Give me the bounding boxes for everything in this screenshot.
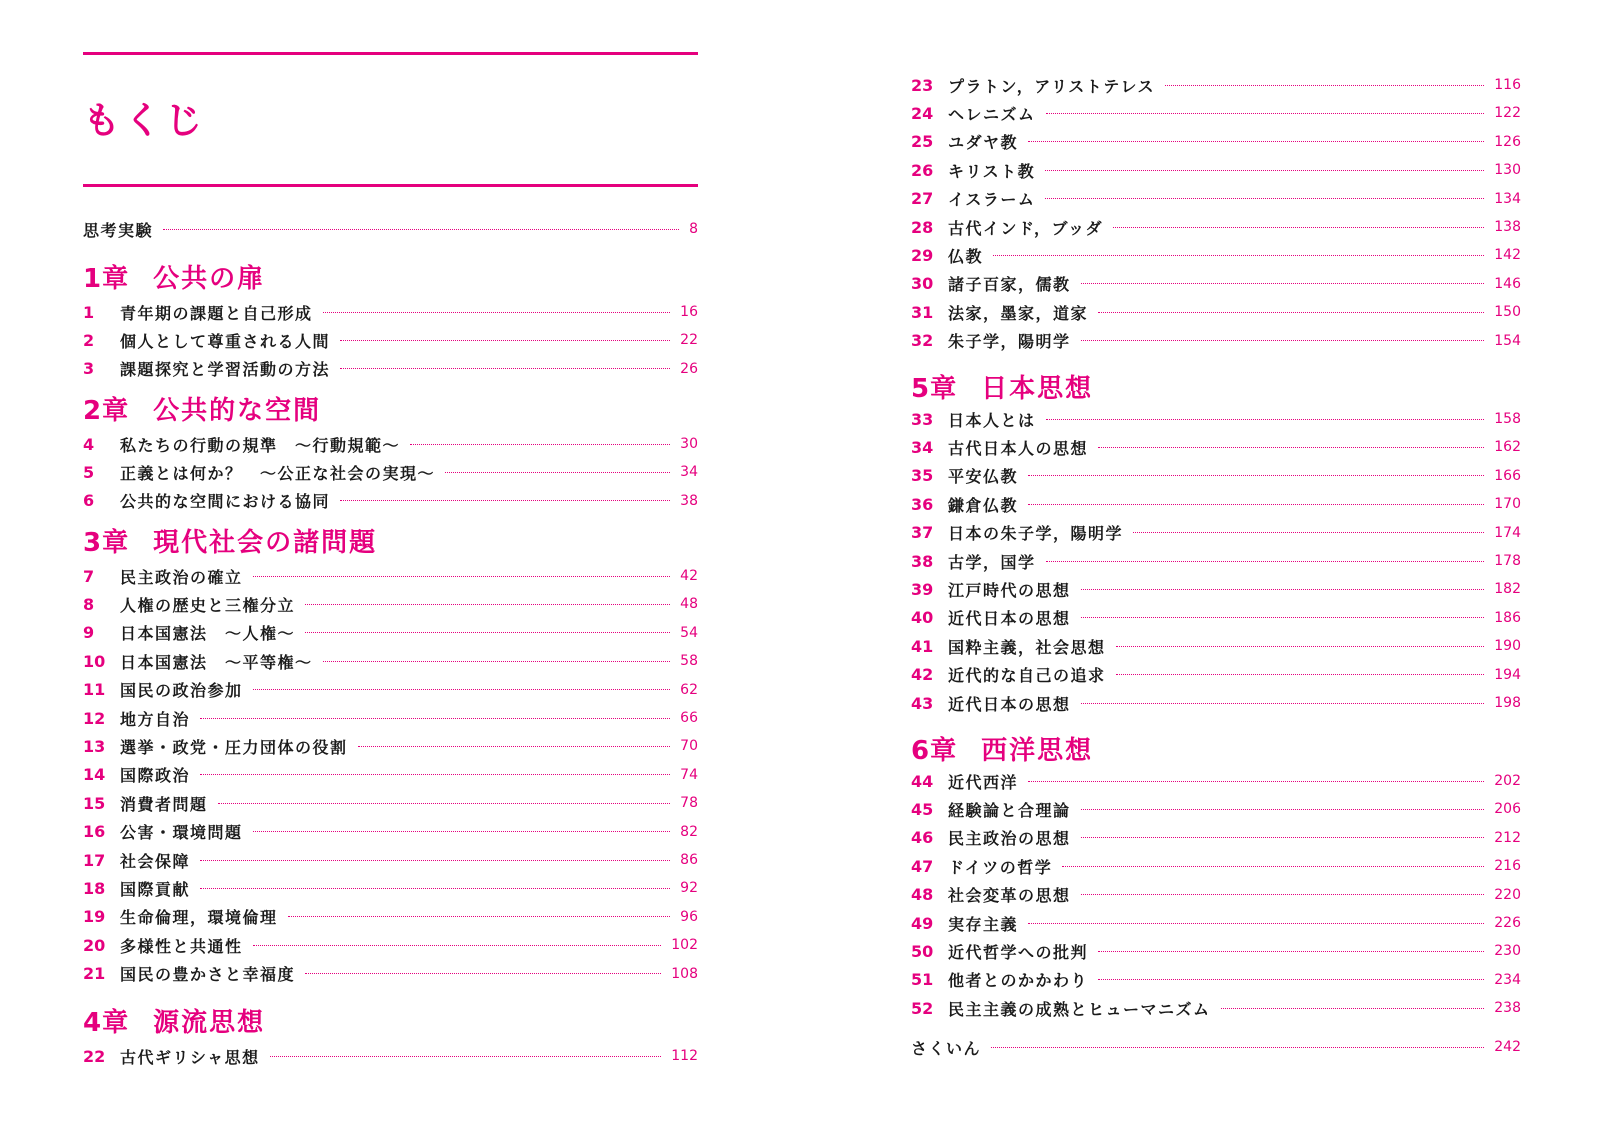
dotted-leader bbox=[1098, 312, 1484, 313]
toc-entry[interactable] bbox=[83, 649, 698, 673]
entry-title: 実存主義 bbox=[948, 914, 1019, 934]
entry-title: 民主主義の成熟とヒューマニズム bbox=[948, 999, 1211, 1019]
toc-entry[interactable] bbox=[83, 848, 698, 872]
entry-number: 41 bbox=[911, 636, 934, 656]
dotted-leader bbox=[253, 576, 671, 577]
toc-entry[interactable] bbox=[83, 1044, 698, 1068]
entry-title: 近代的な自己の追求 bbox=[948, 666, 1106, 686]
page-number: 158 bbox=[1494, 411, 1521, 427]
dotted-leader bbox=[1081, 809, 1485, 810]
page-number: 226 bbox=[1494, 915, 1521, 931]
dotted-leader bbox=[305, 632, 670, 633]
page-number: 78 bbox=[680, 795, 698, 812]
entry-number: 35 bbox=[911, 466, 934, 486]
toc-entry[interactable] bbox=[911, 663, 1521, 687]
page-number: 242 bbox=[1494, 1039, 1521, 1055]
toc-entry[interactable] bbox=[911, 435, 1521, 459]
dotted-leader bbox=[270, 1056, 662, 1057]
page-number: 166 bbox=[1494, 467, 1521, 484]
entry-number: 43 bbox=[911, 693, 934, 713]
dotted-leader bbox=[1028, 475, 1484, 476]
entry-title: 経験論と合理論 bbox=[948, 800, 1071, 820]
entry-number: 40 bbox=[911, 608, 934, 628]
toc-entry[interactable] bbox=[911, 272, 1521, 296]
entry-number: 3 bbox=[83, 359, 95, 379]
entry-title: 日本人とは bbox=[948, 410, 1036, 430]
toc-entry[interactable] bbox=[83, 300, 698, 324]
toc-entry[interactable] bbox=[911, 73, 1521, 97]
entry-title: 正義とは何か？ ～公正な社会の実現～ bbox=[120, 463, 436, 483]
entry-title: 公共的な空間における協同 bbox=[120, 492, 331, 512]
page-number: 108 bbox=[671, 965, 698, 982]
entry-title: 国際貢献 bbox=[120, 879, 191, 899]
toc-entry[interactable] bbox=[911, 769, 1521, 793]
entry-title: 国民の政治参加 bbox=[120, 681, 243, 701]
entry-number: 50 bbox=[911, 941, 934, 961]
entry-number: 29 bbox=[911, 245, 934, 265]
chapter-label: 1章 bbox=[83, 263, 130, 294]
toc-entry[interactable] bbox=[911, 215, 1521, 239]
entry-number: 5 bbox=[83, 462, 95, 482]
page-number: 174 bbox=[1494, 524, 1521, 541]
toc-entry[interactable] bbox=[911, 492, 1521, 516]
dotted-leader bbox=[305, 973, 661, 974]
toc-entry[interactable] bbox=[911, 549, 1521, 573]
entry-title: 他者とのかかわり bbox=[948, 971, 1089, 991]
dotted-leader bbox=[1081, 837, 1485, 838]
toc-entry[interactable] bbox=[911, 691, 1521, 715]
page-number: 238 bbox=[1494, 1000, 1521, 1017]
dotted-leader bbox=[1045, 170, 1484, 171]
entry-title: 多様性と共通性 bbox=[120, 936, 243, 956]
entry-number: 9 bbox=[83, 623, 95, 643]
entry-number: 47 bbox=[911, 856, 934, 876]
chapter-label: 3章 bbox=[83, 527, 130, 558]
dotted-leader bbox=[1098, 979, 1484, 980]
chapter-title: 西洋思想 bbox=[981, 735, 1094, 766]
page-number: 234 bbox=[1494, 971, 1521, 988]
dotted-leader bbox=[1081, 703, 1485, 704]
entry-title: 選挙・政党・圧力団体の役割 bbox=[120, 737, 348, 757]
page-number: 212 bbox=[1494, 829, 1521, 846]
page-number: 216 bbox=[1494, 858, 1521, 875]
entry-number: 44 bbox=[911, 771, 934, 791]
entry-number: 19 bbox=[83, 907, 106, 927]
toc-entry[interactable] bbox=[911, 329, 1521, 353]
page-number: 162 bbox=[1494, 439, 1521, 456]
dotted-leader bbox=[410, 444, 670, 445]
chapter-title: 公共の扉 bbox=[153, 263, 266, 294]
toc-entry[interactable] bbox=[911, 464, 1521, 488]
entry-number: 28 bbox=[911, 217, 934, 237]
page-number: 134 bbox=[1494, 190, 1521, 207]
dotted-leader bbox=[305, 604, 670, 605]
entry-number: 22 bbox=[83, 1046, 106, 1066]
chapter-title: 現代社会の諸問題 bbox=[153, 527, 378, 558]
entry-title: 生命倫理，環境倫理 bbox=[120, 908, 278, 928]
entry-number: 16 bbox=[83, 822, 106, 842]
entry-number: 14 bbox=[83, 765, 106, 785]
entry-title: ヘレニズム bbox=[948, 104, 1036, 124]
page-number: 122 bbox=[1494, 105, 1521, 122]
toc-entry-intro[interactable] bbox=[83, 217, 698, 241]
top-rule bbox=[83, 52, 698, 55]
page-number: 48 bbox=[680, 596, 698, 613]
dotted-leader bbox=[163, 229, 679, 230]
dotted-leader bbox=[1098, 447, 1484, 448]
toc-entry[interactable] bbox=[83, 357, 698, 381]
toc-entry[interactable] bbox=[83, 905, 698, 929]
dotted-leader bbox=[200, 860, 670, 861]
entry-title: さくいん bbox=[911, 1038, 982, 1058]
entry-title: 日本国憲法 ～平等権～ bbox=[120, 652, 313, 672]
toc-entry[interactable] bbox=[911, 634, 1521, 658]
dotted-leader bbox=[1081, 617, 1485, 618]
entry-title: 民主政治の確立 bbox=[120, 567, 243, 587]
entry-number: 34 bbox=[911, 437, 934, 457]
dotted-leader bbox=[993, 255, 1484, 256]
entry-number: 49 bbox=[911, 913, 934, 933]
dotted-leader bbox=[1028, 781, 1484, 782]
entry-title: 青年期の課題と自己形成 bbox=[120, 303, 313, 323]
dotted-leader bbox=[1116, 646, 1485, 647]
entry-title: 国粋主義，社会思想 bbox=[948, 637, 1106, 657]
page-number: 102 bbox=[671, 937, 698, 954]
toc-entry[interactable] bbox=[911, 130, 1521, 154]
page-number: 220 bbox=[1494, 886, 1521, 903]
dotted-leader bbox=[358, 746, 671, 747]
dotted-leader bbox=[340, 340, 670, 341]
entry-title: 諸子百家，儒教 bbox=[948, 275, 1071, 295]
page-number: 58 bbox=[680, 653, 698, 670]
entry-number: 48 bbox=[911, 885, 934, 905]
entry-title: 思考実験 bbox=[83, 220, 154, 240]
toc-entry[interactable] bbox=[83, 592, 698, 616]
dotted-leader bbox=[323, 661, 671, 662]
entry-title: 社会変革の思想 bbox=[948, 886, 1071, 906]
chapter-heading[interactable] bbox=[83, 258, 265, 294]
page-number: 34 bbox=[680, 464, 698, 481]
entry-number: 11 bbox=[83, 680, 106, 700]
chapter-label: 5章 bbox=[911, 373, 958, 404]
toc-entry[interactable] bbox=[911, 911, 1521, 935]
page-number: 22 bbox=[680, 332, 698, 349]
entry-number: 32 bbox=[911, 331, 934, 351]
dotted-leader bbox=[1046, 419, 1485, 420]
dotted-leader bbox=[1221, 1008, 1485, 1009]
entry-title: 社会保障 bbox=[120, 851, 191, 871]
toc-entry[interactable] bbox=[83, 962, 698, 986]
chapter-heading[interactable] bbox=[83, 390, 321, 426]
toc-entry[interactable] bbox=[911, 826, 1521, 850]
toc-entry[interactable] bbox=[911, 854, 1521, 878]
dotted-leader bbox=[1098, 951, 1484, 952]
dotted-leader bbox=[1045, 198, 1484, 199]
entry-title: ユダヤ教 bbox=[948, 133, 1019, 153]
toc-entry[interactable] bbox=[911, 187, 1521, 211]
dotted-leader bbox=[200, 888, 670, 889]
dotted-leader bbox=[1046, 561, 1485, 562]
entry-number: 18 bbox=[83, 878, 106, 898]
entry-number: 39 bbox=[911, 579, 934, 599]
page-number: 62 bbox=[680, 681, 698, 698]
entry-title: 私たちの行動の規準 ～行動規範～ bbox=[120, 435, 401, 455]
page-number: 170 bbox=[1494, 496, 1521, 513]
dotted-leader bbox=[253, 689, 671, 690]
entry-number: 4 bbox=[83, 434, 95, 454]
dotted-leader bbox=[253, 945, 662, 946]
chapter-heading[interactable] bbox=[83, 522, 377, 558]
entry-title: 仏教 bbox=[948, 246, 984, 266]
entry-number: 8 bbox=[83, 594, 95, 614]
entry-title: 近代日本の思想 bbox=[948, 694, 1071, 714]
dotted-leader bbox=[253, 831, 671, 832]
entry-number: 24 bbox=[911, 103, 934, 123]
page-number: 82 bbox=[680, 823, 698, 840]
toc-entry[interactable] bbox=[911, 797, 1521, 821]
chapter-heading[interactable] bbox=[911, 730, 1093, 766]
entry-title: 古代ギリシャ思想 bbox=[120, 1047, 260, 1067]
page-number: 54 bbox=[680, 624, 698, 641]
entry-number: 46 bbox=[911, 828, 934, 848]
page-number: 206 bbox=[1494, 801, 1521, 818]
entry-number: 6 bbox=[83, 491, 95, 511]
dotted-leader bbox=[1081, 894, 1485, 895]
entry-number: 38 bbox=[911, 551, 934, 571]
entry-title: 国民の豊かさと幸福度 bbox=[120, 965, 296, 985]
toc-entry[interactable] bbox=[911, 243, 1521, 267]
entry-number: 10 bbox=[83, 651, 106, 671]
page-number: 96 bbox=[680, 908, 698, 925]
heading-rule bbox=[83, 184, 698, 187]
dotted-leader bbox=[288, 916, 671, 917]
dotted-leader bbox=[1046, 113, 1485, 114]
page-number: 30 bbox=[680, 436, 698, 452]
toc-entry[interactable] bbox=[83, 432, 698, 456]
entry-title: 江戸時代の思想 bbox=[948, 580, 1071, 600]
entry-number: 33 bbox=[911, 409, 934, 429]
entry-number: 51 bbox=[911, 970, 934, 990]
entry-number: 13 bbox=[83, 736, 106, 756]
entry-title: 人権の歴史と三権分立 bbox=[120, 595, 296, 615]
page-number: 130 bbox=[1494, 162, 1521, 179]
page-number: 186 bbox=[1494, 609, 1521, 626]
dotted-leader bbox=[200, 718, 670, 719]
chapter-title: 源流思想 bbox=[153, 1007, 266, 1038]
dotted-leader bbox=[1028, 504, 1484, 505]
entry-title: キリスト教 bbox=[948, 161, 1036, 181]
toc-entry[interactable] bbox=[83, 791, 698, 815]
entry-title: イスラーム bbox=[948, 190, 1036, 210]
entry-title: 課題探究と学習活動の方法 bbox=[120, 360, 331, 380]
page-number: 146 bbox=[1494, 275, 1521, 292]
entry-title: 近代哲学への批判 bbox=[948, 942, 1089, 962]
dotted-leader bbox=[1116, 674, 1485, 675]
chapter-heading[interactable] bbox=[83, 1002, 265, 1038]
page-number: 126 bbox=[1494, 133, 1521, 150]
toc-entry[interactable] bbox=[83, 678, 698, 702]
entry-number: 20 bbox=[83, 935, 106, 955]
entry-title: 近代西洋 bbox=[948, 772, 1019, 792]
entry-number: 12 bbox=[83, 708, 106, 728]
page-number: 26 bbox=[680, 360, 698, 377]
entry-title: 民主政治の思想 bbox=[948, 829, 1071, 849]
toc-entry[interactable] bbox=[911, 101, 1521, 125]
toc-entry[interactable] bbox=[911, 577, 1521, 601]
page-number: 86 bbox=[680, 852, 698, 868]
entry-number: 30 bbox=[911, 274, 934, 294]
page-number: 70 bbox=[680, 738, 698, 755]
entry-title: 鎌倉仏教 bbox=[948, 495, 1019, 515]
page-number: 116 bbox=[1494, 77, 1521, 93]
dotted-leader bbox=[1028, 923, 1484, 924]
entry-title: 消費者問題 bbox=[120, 794, 208, 814]
entry-number: 7 bbox=[83, 566, 95, 586]
page-number: 182 bbox=[1494, 581, 1521, 598]
toc-entry[interactable] bbox=[911, 407, 1521, 431]
toc-entry[interactable] bbox=[83, 460, 698, 484]
dotted-leader bbox=[340, 368, 670, 369]
entry-number: 45 bbox=[911, 799, 934, 819]
toc-entry[interactable] bbox=[83, 328, 698, 352]
entry-title: ドイツの哲学 bbox=[948, 857, 1053, 877]
entry-number: 17 bbox=[83, 850, 106, 870]
page-number: 38 bbox=[680, 492, 698, 509]
toc-entry[interactable] bbox=[83, 820, 698, 844]
page-number: 42 bbox=[680, 568, 698, 584]
page-number: 154 bbox=[1494, 332, 1521, 349]
dotted-leader bbox=[1081, 283, 1485, 284]
entry-number: 25 bbox=[911, 132, 934, 152]
toc-entry[interactable] bbox=[911, 521, 1521, 545]
page-number: 150 bbox=[1494, 304, 1521, 321]
entry-title: 国際政治 bbox=[120, 766, 191, 786]
entry-number: 27 bbox=[911, 189, 934, 209]
toc-entry[interactable] bbox=[83, 564, 698, 588]
page-number: 66 bbox=[680, 710, 698, 726]
toc-entry[interactable] bbox=[83, 734, 698, 758]
entry-number: 1 bbox=[83, 302, 95, 322]
toc-heading: もくじ bbox=[83, 99, 206, 142]
dotted-leader bbox=[1028, 141, 1484, 142]
page-number: 138 bbox=[1494, 219, 1521, 235]
dotted-leader bbox=[1165, 85, 1484, 86]
entry-number: 26 bbox=[911, 160, 934, 180]
toc-entry[interactable] bbox=[83, 706, 698, 730]
entry-title: 個人として尊重される人間 bbox=[120, 331, 331, 351]
page-number: 16 bbox=[680, 304, 698, 320]
entry-number: 21 bbox=[83, 964, 106, 984]
dotted-leader bbox=[1062, 866, 1484, 867]
toc-entry[interactable] bbox=[911, 158, 1521, 182]
dotted-leader bbox=[1133, 532, 1484, 533]
toc-entry[interactable] bbox=[83, 621, 698, 645]
dotted-leader bbox=[445, 472, 670, 473]
toc-entry[interactable] bbox=[83, 933, 698, 957]
entry-title: 日本の朱子学，陽明学 bbox=[948, 524, 1124, 544]
entry-title: 古代日本人の思想 bbox=[948, 438, 1089, 458]
entry-title: 公害・環境問題 bbox=[120, 823, 243, 843]
entry-number: 23 bbox=[911, 75, 934, 95]
chapter-title: 公共的な空間 bbox=[153, 395, 322, 426]
entry-title: 古代インド，ブッダ bbox=[948, 218, 1103, 238]
toc-entry[interactable] bbox=[911, 996, 1521, 1020]
page-number: 198 bbox=[1494, 695, 1521, 711]
page-number: 230 bbox=[1494, 943, 1521, 960]
toc-entry[interactable] bbox=[911, 606, 1521, 630]
entry-title: 平安仏教 bbox=[948, 467, 1019, 487]
page-number: 74 bbox=[680, 766, 698, 783]
toc-entry[interactable] bbox=[83, 489, 698, 513]
dotted-leader bbox=[340, 500, 670, 501]
entry-number: 15 bbox=[83, 793, 106, 813]
chapter-label: 2章 bbox=[83, 395, 130, 426]
chapter-label: 4章 bbox=[83, 1007, 130, 1038]
entry-number: 52 bbox=[911, 998, 934, 1018]
toc-entry[interactable] bbox=[83, 876, 698, 900]
page-number: 92 bbox=[680, 880, 698, 897]
page-number: 8 bbox=[689, 221, 698, 237]
entry-number: 37 bbox=[911, 523, 934, 543]
dotted-leader bbox=[991, 1047, 1484, 1048]
entry-title: 近代日本の思想 bbox=[948, 609, 1071, 629]
toc-entry[interactable] bbox=[911, 939, 1521, 963]
entry-title: プラトン，アリストテレス bbox=[948, 76, 1155, 96]
dotted-leader bbox=[1113, 227, 1484, 228]
page-number: 202 bbox=[1494, 773, 1521, 789]
dotted-leader bbox=[1081, 589, 1485, 590]
page-number: 178 bbox=[1494, 553, 1521, 569]
chapter-title: 日本思想 bbox=[981, 373, 1094, 404]
chapter-label: 6章 bbox=[911, 735, 958, 766]
entry-number: 2 bbox=[83, 330, 95, 350]
dotted-leader bbox=[200, 774, 670, 775]
chapter-heading[interactable] bbox=[911, 368, 1093, 404]
entry-number: 36 bbox=[911, 494, 934, 514]
page-number: 194 bbox=[1494, 666, 1521, 683]
entry-title: 地方自治 bbox=[120, 709, 191, 729]
toc-entry[interactable] bbox=[83, 763, 698, 787]
page-number: 112 bbox=[671, 1048, 698, 1064]
entry-title: 朱子学，陽明学 bbox=[948, 332, 1071, 352]
page-number: 142 bbox=[1494, 247, 1521, 264]
entry-title: 日本国憲法 ～人権～ bbox=[120, 624, 296, 644]
toc-entry-index[interactable] bbox=[911, 1035, 1521, 1059]
entry-number: 31 bbox=[911, 302, 934, 322]
page-number: 190 bbox=[1494, 638, 1521, 655]
dotted-leader bbox=[1081, 340, 1485, 341]
entry-number: 42 bbox=[911, 665, 934, 685]
toc-entry[interactable] bbox=[911, 300, 1521, 324]
entry-title: 古学，国学 bbox=[948, 552, 1036, 572]
toc-entry[interactable] bbox=[911, 883, 1521, 907]
entry-title: 法家，墨家，道家 bbox=[948, 303, 1089, 323]
toc-entry[interactable] bbox=[911, 968, 1521, 992]
dotted-leader bbox=[323, 312, 671, 313]
dotted-leader bbox=[218, 803, 671, 804]
